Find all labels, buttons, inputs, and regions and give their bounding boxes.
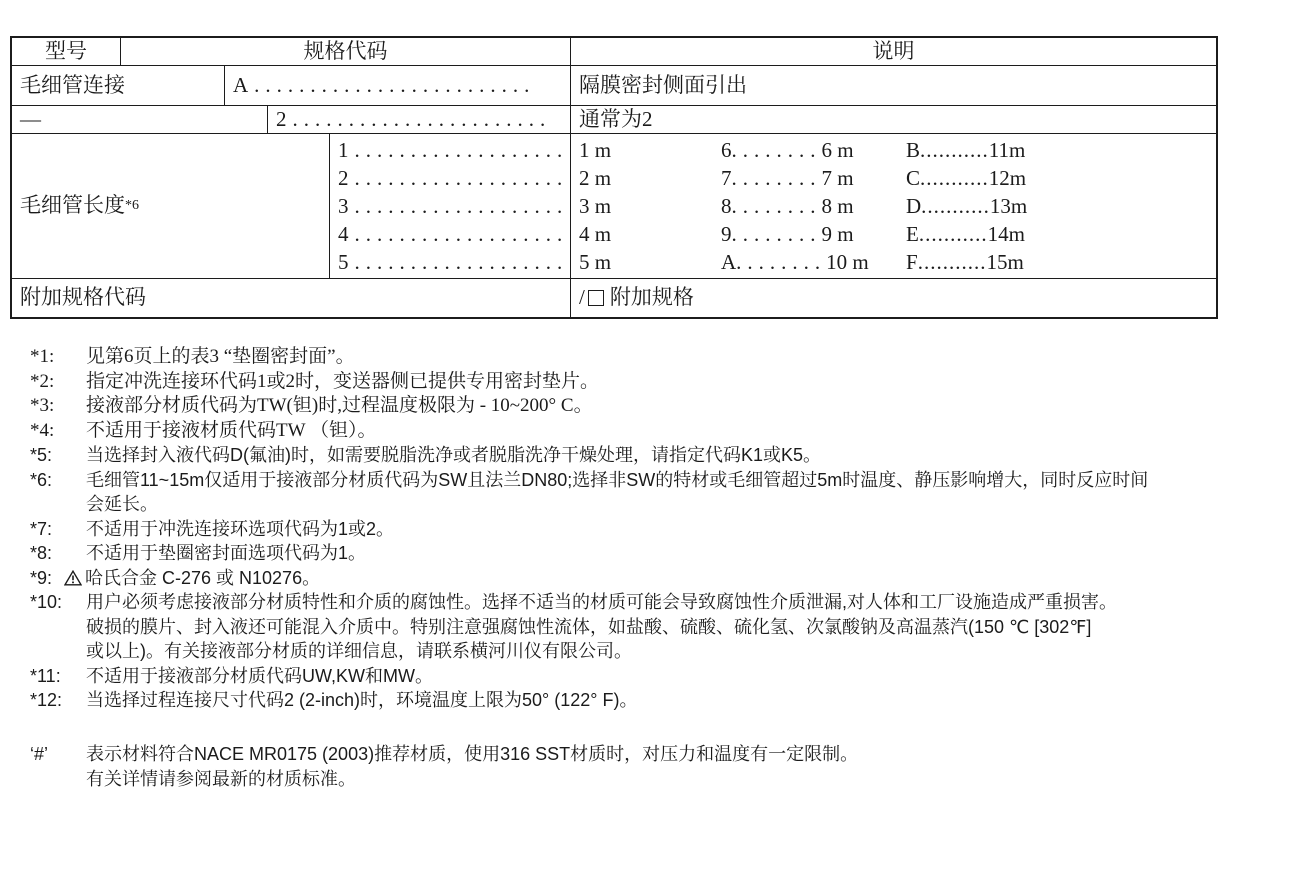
header-spec-code: 规格代码 (120, 38, 570, 65)
length-code-value: 9........9 m (721, 222, 854, 246)
capillary-connection-desc: 隔膜密封侧面引出 (570, 66, 1216, 105)
length-values-11-15 (906, 136, 1027, 276)
optional-spec-slash: / (579, 285, 585, 310)
footnote-item (30, 566, 1290, 591)
footnote-text: 不适用于接液材质代码TW （钽）。 (86, 419, 377, 441)
capillary-connection-code: A......................... (224, 66, 570, 105)
capillary-length-codes (329, 134, 570, 278)
footnote-item (30, 419, 1290, 444)
optional-spec-desc (570, 279, 1216, 317)
header-model: 型号 (45, 38, 87, 63)
footnote-label: *3: (30, 395, 55, 416)
length-value: 4 m (579, 222, 612, 246)
footnote-text: 当选择过程连接尺寸代码2 (2-inch)时，环境温度上限为50° (122° F)。 (86, 690, 638, 710)
footnote-label: *6: (30, 469, 53, 490)
row-capillary-length (12, 134, 1216, 279)
footnotes-list (30, 345, 1290, 713)
footnote-label: *7: (30, 518, 53, 539)
footnote-item (30, 664, 1290, 689)
footnote-label: *2: (30, 370, 55, 392)
footnote-label: *8: (30, 543, 53, 563)
row-capillary-connection (12, 66, 1216, 106)
length-code-line: 3................... (338, 194, 569, 218)
footnote-item (30, 468, 1290, 517)
hash-material-note (30, 742, 1290, 791)
footnote-item (30, 688, 1290, 713)
hash-note-text: 表示材料符合NACE MR0175 (2003)推荐材质，使用316 SST材质时，对压力和温度有一定限制。 (86, 744, 859, 764)
footnote-text: 用户必须考虑接液部分材质特性和介质的腐蚀性。选择不适当的材质可能会导致腐蚀性介质泄漏,对人体和工厂设施造成严重损害。 (86, 592, 1117, 612)
footnote-text: 破损的膜片、封入液还可能混入介质中。特别注意强腐蚀性流体，如盐酸、硫酸、硫化氢、次氯酸钠及高温蒸汽(150 ℃ [302℉] (86, 616, 1092, 637)
length-value: 2 m (579, 166, 612, 190)
length-value: 3 m (579, 194, 612, 218)
footnote-text: 不适用于冲洗连接环选项代码为1或2。 (86, 518, 395, 539)
footnote-label: *4: (30, 419, 55, 441)
footnote-text: 当选择封入液代码D(氟油)时，如需要脱脂洗净或者脱脂洗净干燥处理，请指定代码K1或K5。 (86, 445, 822, 465)
footnote-text: 哈氏合金 C-276 或 N10276。 (64, 566, 1290, 591)
table-header-row (12, 38, 1216, 66)
length-values-1-5 (579, 136, 611, 276)
dash-desc: 通常为2 (570, 106, 1216, 133)
footnote-text: 见第6页上的表3 “垫圈密封面”。 (86, 346, 355, 367)
footnote-item (30, 517, 1290, 542)
row-optional-spec (12, 279, 1216, 317)
optional-spec-label: 附加规格代码 (20, 285, 146, 310)
footnote-text: 会延长。 (86, 494, 158, 514)
length-code-value: 7........7 m (721, 166, 854, 190)
footnote-item (30, 590, 1290, 664)
length-code-value: F...........15m (906, 250, 1024, 274)
footnote-text: 毛细管11~15m仅适用于接液部分材质代码为SW且法兰DN80;选择非SW的特材或毛细管超过5m时温度、静压影响增大，同时反应时间 (86, 469, 1149, 490)
length-code-value: 8........8 m (721, 194, 854, 218)
length-code-value: 6........6 m (721, 138, 854, 162)
spec-code-table (10, 36, 1218, 319)
footnote-item (30, 443, 1290, 468)
footnote-text: 不适用于接液部分材质代码UW,KW和MW。 (86, 665, 433, 686)
footnote-label: *12: (30, 690, 63, 710)
row-dash (12, 106, 1216, 134)
footnote-item (30, 541, 1290, 566)
footnote-label: *5: (30, 445, 53, 465)
length-code-line: 2................... (338, 166, 569, 190)
hash-note-label: ‘#’ (30, 744, 49, 764)
option-code-checkbox (588, 290, 604, 306)
length-code-value: E...........14m (906, 222, 1025, 246)
header-description: 说明 (570, 38, 1216, 65)
optional-spec-text: 附加规格 (609, 285, 694, 310)
footnote-text: 接液部分材质代码为TW(钽)时,过程温度极限为 - 10~200° C。 (86, 395, 593, 416)
footnote-text: 指定冲洗连接环代码1或2时，变送器侧已提供专用密封垫片。 (86, 370, 600, 392)
length-code-value: A........10 m (721, 250, 869, 274)
length-value: 1 m (579, 138, 612, 162)
length-values-6-10 (721, 136, 869, 276)
length-code-value: D...........13m (906, 194, 1028, 218)
footnote-item (30, 345, 1290, 370)
length-code-value: B...........11m (906, 138, 1026, 162)
length-code-value: C...........12m (906, 166, 1027, 190)
footnote-label: *9: (30, 567, 53, 588)
footnote-text: 或以上)。有关接液部分材质的详细信息，请联系横河川仪有限公司。 (86, 641, 632, 661)
dash-code: 2....................... (267, 106, 570, 133)
capillary-length-label: 毛细管长度 *6 (20, 193, 139, 218)
footnote-text: 不适用于垫圈密封面选项代码为1。 (86, 543, 367, 563)
footnote-label: *1: (30, 346, 55, 367)
footnote-item (30, 394, 1290, 419)
capillary-length-desc (570, 134, 1216, 278)
length-value: 5 m (579, 250, 612, 274)
capillary-connection-label: 毛细管连接 (20, 72, 125, 97)
warning-triangle-icon (64, 570, 82, 586)
length-code-line: 1................... (338, 138, 569, 162)
length-code-line: 5................... (338, 250, 569, 274)
length-code-line: 4................... (338, 222, 569, 246)
dash-label: — (20, 106, 41, 131)
footnote-label: *11: (30, 665, 61, 686)
footnote-item (30, 370, 1290, 395)
footnote-label: *10: (30, 592, 63, 612)
hash-note-text: 有关详情请参阅最新的材质标准。 (86, 768, 356, 789)
